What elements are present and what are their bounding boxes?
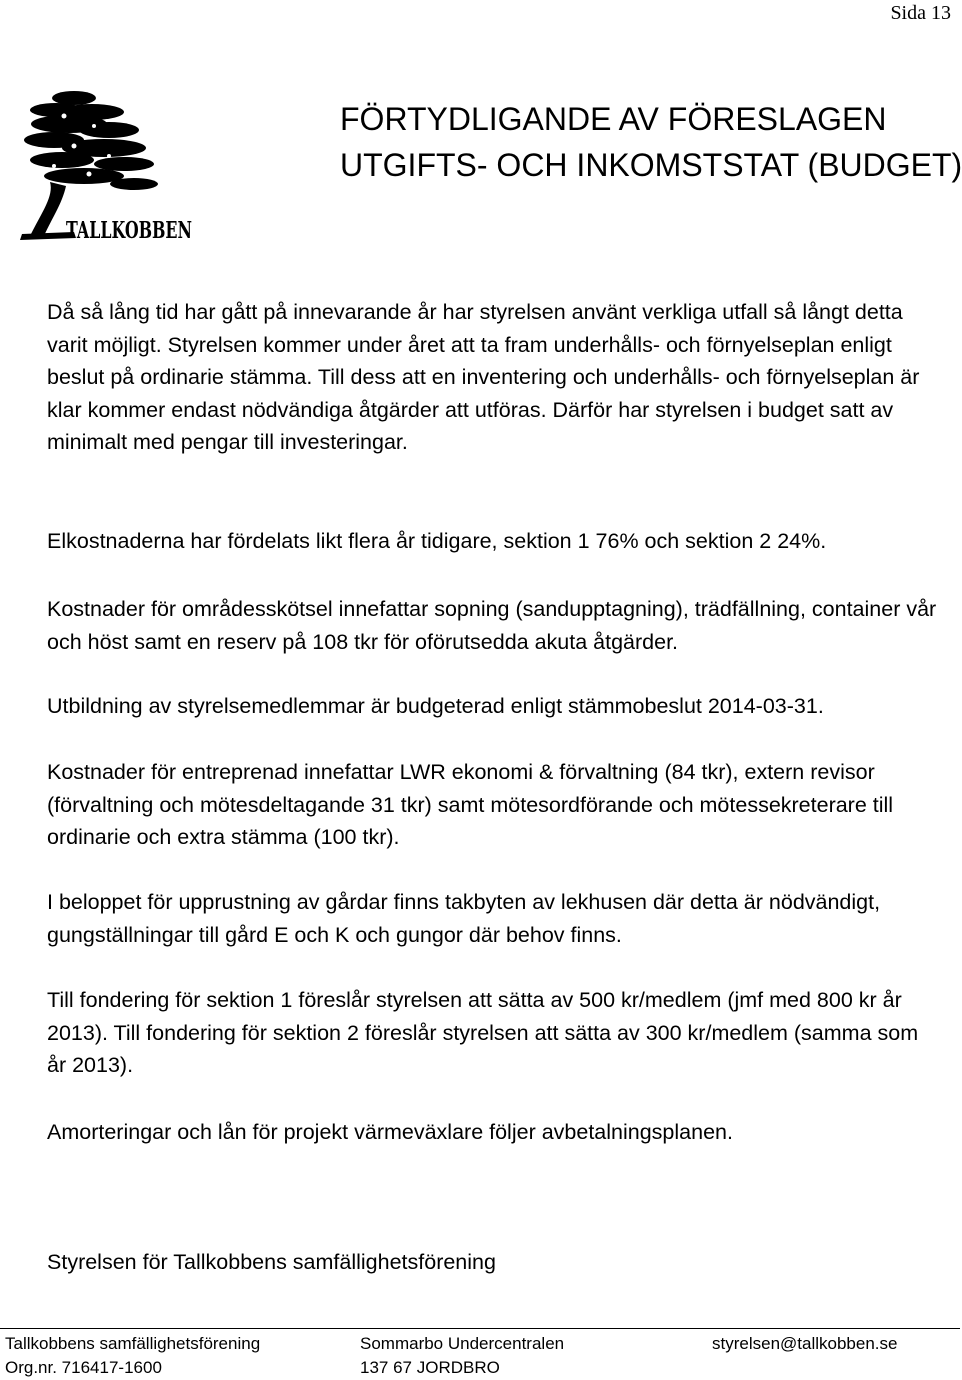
paragraph-fund: Till fondering för sektion 1 föreslår styrelsen att sätta av 500 kr/medlem (jmf med 800 kr år 2013). Till fondering för sektion 2 föreslår styrelsen att sätta av 300 kr/medlem (samma som år 2013). (47, 988, 919, 1077)
paragraph-training: Utbildning av styrelsemedlemmar är budgeterad enligt stämmobeslut 2014-03-31. (47, 694, 824, 718)
paragraph-budget-intro: Då så lång tid har gått på innevarande år har styrelsen använt verkliga utfall så långt detta varit möjligt. Styrelsen kommer under året att ta fram underhålls- och förnyelseplan enligt beslut på ordinarie stämma. Till dess att en inventering och underhålls- och förnyelseplan är klar kommer endast nödvändiga åtgärder att utföras. Därför har styrelsen i budget satt av minimalt med pengar till investeringar. (47, 300, 920, 454)
paragraph-electricity: Elkostnaderna har fördelats likt flera år tidigare, sektion 1 76% och sektion 2 24%. (47, 529, 827, 553)
footer-association-name: Tallkobbens samfällighetsförening (5, 1334, 261, 1353)
footer-divider (0, 1328, 960, 1329)
footer-address-line-1: Sommarbo Undercentralen (360, 1334, 565, 1353)
footer-contact (712, 1332, 897, 1356)
title-line-1: FÖRTYDLIGANDE AV FÖRESLAGEN (340, 101, 887, 137)
footer-association (5, 1332, 260, 1380)
paragraph-grounds-maintenance: Kostnader för områdesskötsel innefattar sopning (sandupptagning), trädfällning, container vår och höst samt en reserv på 108 tkr för oförutsedda akuta åtgärder. (47, 597, 937, 654)
document-title (340, 96, 962, 188)
title-line-2: UTGIFTS- OCH INKOMSTSTAT (BUDGET) (340, 147, 962, 183)
paragraph-amortization: Amorteringar och lån för projekt värmeväxlare följer avbetalningsplanen. (47, 1120, 733, 1144)
footer-email-link[interactable]: styrelsen@tallkobben.se (712, 1334, 898, 1353)
logo-wordmark: TALLKOBBEN (66, 217, 192, 244)
footer-org-number: Org.nr. 716417-1600 (5, 1358, 162, 1377)
footer-address (360, 1332, 564, 1380)
signature: Styrelsen för Tallkobbens samfällighetsförening (47, 1250, 496, 1274)
page-number: Sida 13 (890, 2, 951, 24)
tallkobben-logo (14, 86, 194, 246)
paragraph-contracting: Kostnader för entreprenad innefattar LWR ekonomi & förvaltning (84 tkr), extern revisor (förvaltning och mötesdeltagande 31 tkr) samt mötesordförande och mötessekreterare till ordinarie och extra stämma (100 tkr). (47, 760, 894, 849)
footer-address-line-2: 137 67 JORDBRO (360, 1358, 500, 1377)
paragraph-courtyards: I beloppet för upprustning av gårdar finns takbyten av lekhusen där detta är nödvändigt, gungställningar till gård E och K och gungor där behov finns. (47, 890, 881, 947)
